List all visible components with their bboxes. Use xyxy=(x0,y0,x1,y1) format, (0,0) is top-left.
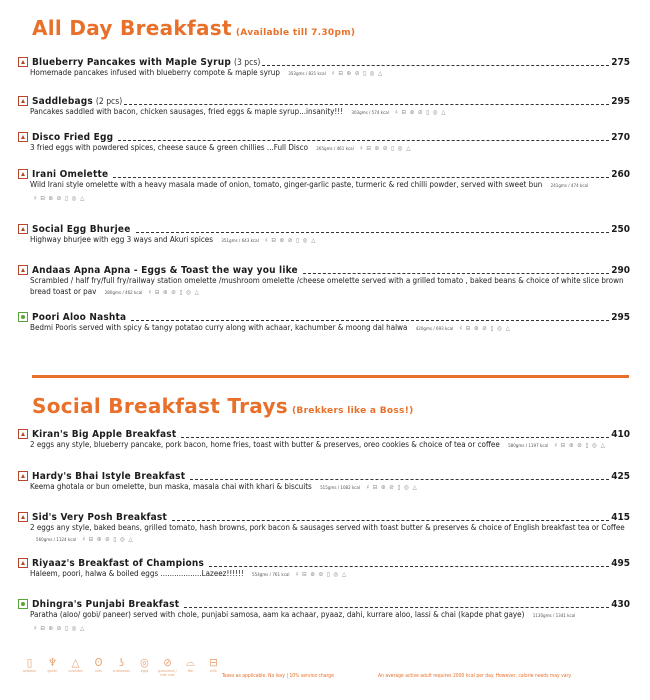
allergen-eggs-legend xyxy=(133,656,156,673)
item-description: Bedmi Pooris served with spicy & tangy potatao curry along with achaar, kachumber & moong dal halwa xyxy=(30,323,408,332)
item-nutrition: 265gms / 461 kcal xyxy=(316,147,354,152)
dotted-leader xyxy=(190,478,609,480)
fish-icon: ⌓ xyxy=(186,656,195,669)
menu-item-header xyxy=(18,130,630,143)
nuts-icon: ʘ xyxy=(94,656,103,669)
item-name: Social Egg Bhurjee xyxy=(32,224,131,235)
allergen-fish-legend xyxy=(179,656,202,673)
item-description-block xyxy=(30,482,630,495)
dotted-leader xyxy=(303,272,609,274)
item-description-block xyxy=(30,107,630,120)
veg-icon xyxy=(18,312,28,322)
dotted-leader xyxy=(118,139,609,141)
item-name: Blueberry Pancakes with Maple Syrup xyxy=(32,57,232,68)
eggs-icon: ◎ xyxy=(140,656,149,669)
item-nutrition: 353gms / 821 kcal xyxy=(288,72,326,77)
allergen-icons: ♯ ⊟ ⊛ ⊘ ▯ ◎ △ xyxy=(295,571,348,578)
item-nutrition: 420gms / 693 kcal xyxy=(415,327,454,332)
dotted-leader xyxy=(172,519,609,521)
non-veg-icon xyxy=(18,224,28,234)
allergen-icons: ♯ ⊟ ⊛ ⊘ ▯ ◎ △ xyxy=(459,325,511,332)
menu-item-header xyxy=(18,167,630,180)
dotted-leader xyxy=(262,64,609,66)
crustacean-icon: ʖ xyxy=(118,656,125,669)
menu-item-header xyxy=(18,597,630,610)
non-veg-icon xyxy=(18,57,28,67)
non-veg-icon xyxy=(18,471,28,481)
item-nutrition: 554gms / 761 kcal xyxy=(252,573,290,578)
section-heading: Social Breakfast Trays xyxy=(32,394,288,418)
allergen-label: sulphites xyxy=(68,669,83,673)
allergen-label: groundnut / tree nuts xyxy=(158,669,177,677)
allergen-label: nuts xyxy=(95,669,102,673)
item-description-block xyxy=(30,68,630,81)
item-price: 260 xyxy=(611,169,630,180)
menu-item xyxy=(18,469,630,495)
non-veg-icon xyxy=(18,265,28,275)
item-description-block xyxy=(30,569,630,582)
allergen-icons: ♯ ⊟ ⊛ ⊘ ▯ ◎ △ xyxy=(82,535,134,543)
non-veg-icon xyxy=(18,96,28,106)
item-description-block xyxy=(30,276,630,299)
item-nutrition: 351gms / 643 kcal xyxy=(221,239,259,244)
dotted-leader xyxy=(209,565,609,567)
item-description: Paratha (aloo/ gobi/ paneer) served with chole, punjabi samosa, aam ka achaar, pyaaz, dahi, kurrare aloo, lassi & chai (kapde phat gaye) xyxy=(30,610,525,619)
allergen-label: eggs xyxy=(140,669,149,673)
menu-item xyxy=(18,222,630,248)
allergen-icons: ♯ ⊟ ⊛ ⊘ ▯ ◎ △ xyxy=(366,484,418,491)
item-nutrition: 280gms / 462 kcal xyxy=(104,290,143,296)
kcal-note: An average active adult requires 2000 kcal per day. However, calorie needs may vary. xyxy=(378,673,572,679)
allergen-gluten-legend xyxy=(41,656,64,673)
allergen-crustacean-legend xyxy=(110,656,133,673)
item-description: Wild Irani style omelette with a heavy masala made of onion, tomato, ginger-garlic paste, turmeric & red chilli powder, served with sweet bun xyxy=(30,180,543,189)
item-quantity: (2 pcs) xyxy=(95,97,123,107)
menu-item-header xyxy=(18,556,630,569)
section-title-social-breakfast-trays xyxy=(32,394,414,418)
menu-item-header xyxy=(18,310,630,323)
item-description: Keema ghotala or bun omelette, bun maska, masala chai with khari & biscuits xyxy=(30,482,312,491)
allergen-icons: ♯ ⊟ ⊛ ⊘ ▯ ◎ △ xyxy=(34,194,86,202)
menu-item-header xyxy=(18,94,630,107)
item-description-block xyxy=(30,440,630,453)
allergen-label: gluten xyxy=(47,669,58,673)
allergen-label: fish xyxy=(187,669,194,673)
allergen-icons: ♯ ⊟ ⊛ ⊘ ▯ ◎ △ xyxy=(34,624,86,632)
dotted-leader xyxy=(184,606,609,608)
item-name: Sid's Very Posh Breakfast xyxy=(32,512,167,523)
item-nutrition: 303gms / 574 kcal xyxy=(351,111,389,116)
item-name: Poori Aloo Nashta xyxy=(32,312,127,323)
menu-item xyxy=(18,167,630,204)
item-description-block xyxy=(30,180,630,204)
allergen-label: soybean xyxy=(22,669,37,673)
item-description: Pancakes saddled with bacon, chicken sausages, fried eggs & maple syrup...insanity!!! xyxy=(30,107,344,116)
menu-item xyxy=(18,55,630,81)
item-price: 290 xyxy=(611,265,630,276)
item-nutrition: 560gms / 1124 kcal xyxy=(36,537,77,543)
item-nutrition: 580gms / 1197 kcal xyxy=(508,444,549,449)
soybean-icon: ▯ xyxy=(26,656,33,669)
menu-item-header xyxy=(18,222,630,235)
item-name: Disco Fried Egg xyxy=(32,132,114,143)
item-name: Kiran's Big Apple Breakfast xyxy=(32,429,177,440)
menu-item-header xyxy=(18,427,630,440)
menu-item-header xyxy=(18,469,630,482)
item-description-block xyxy=(30,610,630,634)
menu-item xyxy=(18,556,630,582)
menu-item xyxy=(18,510,630,546)
item-price: 250 xyxy=(611,224,630,235)
menu-item xyxy=(18,427,630,453)
dotted-leader xyxy=(136,231,610,233)
dotted-leader xyxy=(181,436,609,438)
section-heading: All Day Breakfast xyxy=(32,16,232,40)
menu-item xyxy=(18,597,630,634)
item-nutrition: 515gms / 1082 kcal xyxy=(320,486,361,491)
item-description: Highway bhurjee with egg 3 ways and Akuri spices xyxy=(30,235,213,244)
item-description: Scrambled / half fry/full fry/railway station omelette /mushroom omelette /cheese omelette served with a grilled tomato , baked beans & choice of white slice brown bread toast or pav xyxy=(30,276,624,296)
menu-item-header xyxy=(18,263,630,276)
groundnut-icon: ⊘ xyxy=(163,656,172,669)
item-price: 295 xyxy=(611,96,630,107)
item-name: Andaas Apna Apna - Eggs & Toast the way you like xyxy=(32,265,298,276)
item-description: 3 fried eggs with powdered spices, cheese sauce & green chillies ...Full Disco xyxy=(30,143,308,152)
non-veg-icon xyxy=(18,512,28,522)
item-price: 495 xyxy=(611,558,630,569)
menu-item-header xyxy=(18,510,630,523)
item-price: 295 xyxy=(611,312,630,323)
item-description-block xyxy=(30,143,630,156)
allergen-nuts-legend xyxy=(87,656,110,673)
non-veg-icon xyxy=(18,132,28,142)
item-description: 2 eggs any style, baked beans, grilled tomato, hash browns, pork bacon & sausages served with toast butter & preserves & choice of English breakfast tea or Coffee xyxy=(30,523,625,532)
allergen-sulphites-legend xyxy=(64,656,87,673)
allergen-label: milk xyxy=(210,669,217,673)
allergen-soybean-legend xyxy=(18,656,41,673)
menu-item xyxy=(18,310,630,336)
non-veg-icon xyxy=(18,169,28,179)
allergen-legend xyxy=(18,656,225,677)
item-description: Haleem, poori, halwa & boiled eggs ..................Lazeez!!!!!! xyxy=(30,569,244,578)
item-quantity: (3 pcs) xyxy=(234,58,261,68)
item-description-block xyxy=(30,523,630,546)
section-subheading: (Available till 7.30pm) xyxy=(235,28,356,38)
allergen-icons: ♯ ⊟ ⊛ ⊘ ▯ ◎ △ xyxy=(265,237,317,244)
item-description-block xyxy=(30,235,630,248)
non-veg-icon xyxy=(18,558,28,568)
menu-item xyxy=(18,263,630,299)
dotted-leader xyxy=(131,319,609,321)
item-price: 275 xyxy=(611,57,630,68)
allergen-milk-legend xyxy=(202,656,225,673)
item-nutrition: 1130gms / 1341 kcal xyxy=(532,614,576,619)
allergen-icons: ♯ ⊟ ⊛ ⊘ ▯ ◎ △ xyxy=(332,70,384,77)
section-title-all-day-breakfast xyxy=(32,16,355,40)
item-price: 410 xyxy=(611,429,630,440)
allergen-icons: ♯ ⊟ ⊛ ⊘ ▯ ◎ △ xyxy=(554,442,606,449)
item-price: 270 xyxy=(611,132,630,143)
item-description-block xyxy=(30,323,630,336)
menu-item xyxy=(18,94,630,120)
allergen-icons: ♯ ⊟ ⊛ ⊘ ▯ ◎ △ xyxy=(395,109,447,116)
veg-icon xyxy=(18,599,28,609)
section-subheading: (Brekkers like a Boss!) xyxy=(292,406,414,416)
item-name: Hardy's Bhai Istyle Breakfast xyxy=(32,471,186,482)
item-name: Irani Omelette xyxy=(32,169,109,180)
item-description: Homemade pancakes infused with blueberry compote & maple syrup xyxy=(30,68,280,77)
item-price: 430 xyxy=(611,599,630,610)
section-divider xyxy=(32,375,629,378)
non-veg-icon xyxy=(18,429,28,439)
item-name: Riyaaz's Breakfast of Champions xyxy=(32,558,205,569)
menu-item xyxy=(18,130,630,156)
item-price: 415 xyxy=(611,512,630,523)
dotted-leader xyxy=(124,103,609,105)
allergen-groundnut-legend xyxy=(156,656,179,677)
allergen-icons: ♯ ⊟ ⊛ ⊘ ▯ ◎ △ xyxy=(360,145,412,152)
dotted-leader xyxy=(113,176,609,178)
taxes-note: Taxes as applicable. No levy | 10% service charge xyxy=(222,673,334,679)
item-description: 2 eggs any style, blueberry pancake, pork bacon, home fries, toast with butter & preserves, oreo cookies & choice of tea or coffee xyxy=(30,440,500,449)
item-nutrition: 241gms / 474 kcal xyxy=(550,184,589,189)
sulphites-icon: △ xyxy=(71,656,80,669)
item-name: Dhingra's Punjabi Breakfast xyxy=(32,599,180,610)
item-price: 425 xyxy=(611,471,630,482)
allergen-icons: ♯ ⊟ ⊛ ⊘ ▯ ◎ △ xyxy=(148,288,200,296)
item-name: Saddlebags xyxy=(32,96,93,107)
milk-icon: ⊟ xyxy=(209,656,218,669)
allergen-label: crustacean xyxy=(112,669,131,673)
gluten-icon: ♆ xyxy=(48,656,57,669)
menu-item-header xyxy=(18,55,630,68)
